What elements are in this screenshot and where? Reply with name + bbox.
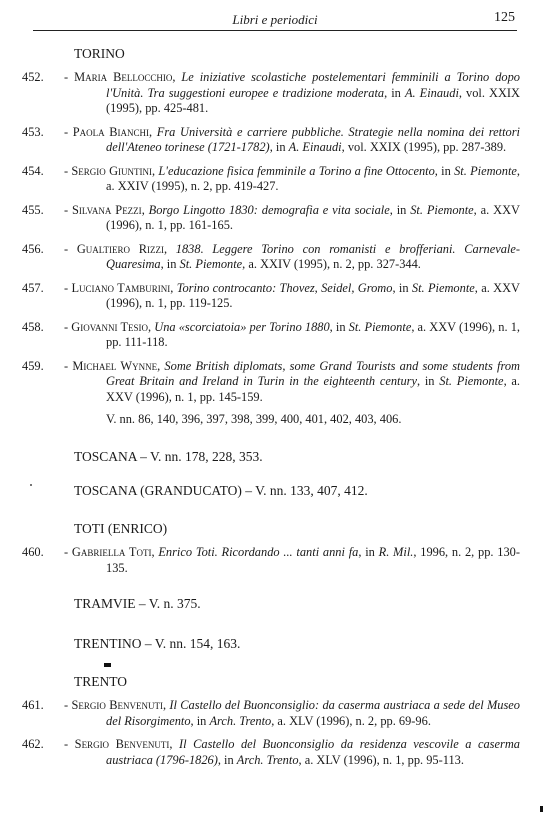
entry-number: 460. [22, 545, 44, 559]
entry-title: Some British diplomats, some Grand Tourists and some students from Great Britain and Ireland in Turin in the eighteenth century [106, 358, 520, 388]
bibliography-entry: 458. - Giovanni Tesio, Una «scorciatoia» per Torino 1880, in St. Piemonte, a. XXV (1996), n. 1, pp. 111-118. [22, 319, 520, 349]
scan-speck [540, 806, 543, 812]
bibliography-entry: 453. - Paola Bianchi, Fra Università e carriere pubbliche. Strategie nella nomina dei rettori dell'Ateneo torinese (1721-1782), in A. Einaudi, vol. XXIX (1995), pp. 287-389. [22, 124, 520, 154]
bibliography-entry: 460. - Gabriella Toti, Enrico Toti. Ricordando ... tanti anni fa, in R. Mil., 1996, n. 2, pp. 130-135. [22, 545, 520, 575]
entry-details: , a. XXV (1996), n. 1, pp. 119-125. [106, 280, 520, 310]
entry-details: , vol. XXIX (1995), pp. 425-481. [106, 85, 520, 115]
entry-author: Luciano Tamburini [71, 280, 171, 295]
entry-details: , a. XLV (1996), n. 2, pp. 69-96. [271, 713, 431, 728]
page-content [22, 46, 520, 768]
entry-details: , vol. XXIX (1995), pp. 287-389. [341, 140, 507, 154]
entry-number: 452. [22, 70, 44, 84]
entry-number: 462. [22, 737, 44, 751]
section-heading-trento: TRENTO [74, 674, 127, 689]
see-line-trentino: TRENTINO – V. nn. 154, 163. [74, 636, 241, 651]
entry-title: L'educazione fisica femminile a Torino a fine Ottocento [158, 163, 435, 178]
page-header [33, 8, 517, 31]
entry-number: 457. [22, 280, 44, 295]
entry-details: , 1996, n. 2, pp. 130-135. [106, 545, 520, 575]
entry-source: A. Einaudi [288, 140, 342, 154]
entry-title: 1838. Leggere Torino con romanisti e brofferiani. Carnevale-Quaresima [106, 241, 520, 271]
scan-smudge [104, 663, 111, 667]
bibliography-entry: 456. - Gualtiero Rizzi, 1838. Leggere Torino con romanisti e brofferiani. Carnevale-Quaresima, in St. Piemonte, a. XXIV (1995), n. 2, pp. 327-344. [22, 241, 520, 271]
page-number: 125 [494, 10, 515, 25]
entry-number: 461. [22, 698, 44, 712]
entry-author: Paola Bianchi [72, 124, 150, 139]
entry-details: , a. XXIV (1995), n. 2, pp. 419-427. [106, 163, 520, 193]
entry-number: 454. [22, 163, 44, 178]
entry-number: 458. [22, 319, 44, 334]
entry-author: Silvana Pezzi [72, 202, 142, 217]
bibliography-entry: 454. - Sergio Giuntini, L'educazione fisica femminile a Torino a fine Ottocento, in St. Piemonte, a. XXIV (1995), n. 2, pp. 419-427. [22, 163, 520, 193]
cross-reference-torino: V. nn. 86, 140, 396, 397, 398, 399, 400, 401, 402, 403, 406. [106, 412, 402, 426]
bibliography-entry: 452. - Maria Bellocchio, Le iniziative scolastiche postelementari femminili a Torino dopo l'Unità. Tra suggestioni europee e tradizione moderata, in A. Einaudi, vol. XXIX (1995), pp. 425-481. [22, 70, 520, 115]
entry-number: 459. [22, 358, 44, 373]
entry-source: St. Piemonte [410, 202, 474, 217]
scan-speck [30, 484, 32, 486]
entry-source: St. Piemonte [454, 163, 517, 178]
see-line-toscana-granducato: TOSCANA (GRANDUCATO) – V. nn. 133, 407, 412. [74, 483, 368, 498]
entry-title: Torino controcanto: Thovez, Seidel, Gromo [176, 280, 393, 295]
entry-title: Il Castello del Buonconsiglio: da caserma austriaca a sede del Museo del Risorgimento [106, 698, 520, 728]
entry-author: Sergio Benvenuti [71, 698, 163, 712]
entry-author: Maria Bellocchio [74, 70, 173, 84]
entry-number: 456. [22, 241, 44, 256]
entry-title: Le iniziative scolastiche postelementari femminili a Torino dopo l'Unità. Tra suggestioni europee e tradizione moderata [106, 70, 520, 100]
entry-author: Gabriella Toti [71, 545, 152, 559]
entry-title: Fra Università e carriere pubbliche. Strategie nella nomina dei rettori dell'Ateneo torinese (1721-1782) [106, 124, 520, 154]
entry-details: , a. XXV (1996), n. 1, pp. 161-165. [106, 202, 520, 232]
bibliography-entry: 461. - Sergio Benvenuti, Il Castello del Buonconsiglio: da caserma austriaca a sede del Museo del Risorgimento, in Arch. Trento, a. XLV (1996), n. 2, pp. 69-96. [22, 698, 520, 728]
entry-title: Enrico Toti. Ricordando ... tanti anni fa [158, 545, 359, 559]
see-line-tramvie: TRAMVIE – V. n. 375. [74, 596, 201, 611]
entry-details: , a. XLV (1996), n. 1, pp. 95-113. [298, 752, 464, 767]
entry-author: Sergio Giuntini [71, 163, 153, 178]
bibliography-entry: 457. - Luciano Tamburini, Torino controcanto: Thovez, Seidel, Gromo, in St. Piemonte, a. XXV (1996), n. 1, pp. 119-125. [22, 280, 520, 310]
entry-title: Una «scorciatoia» per Torino 1880 [154, 319, 330, 334]
entry-source: Arch. Trento [236, 752, 299, 767]
entry-source: A. Einaudi [404, 85, 459, 100]
bibliography-entry: 462. - Sergio Benvenuti, Il Castello del Buonconsiglio da residenza vescovile a caserma austriaca (1796-1826), in Arch. Trento, a. XLV (1996), n. 1, pp. 95-113. [22, 737, 520, 767]
entry-number: 453. [22, 124, 44, 139]
entry-title: Borgo Lingotto 1830: demografia e vita sociale [148, 202, 390, 217]
entry-source: St. Piemonte [439, 374, 504, 388]
section-heading-torino: TORINO [74, 46, 125, 61]
entry-title: Il Castello del Buonconsiglio da residenza vescovile a caserma austriaca (1796-1826) [106, 737, 520, 767]
entry-author: Gualtiero Rizzi [76, 241, 164, 256]
entry-source: St. Piemonte [411, 280, 475, 295]
entry-source: St. Piemonte [348, 319, 412, 334]
entry-details: , a. XXIV (1995), n. 2, pp. 327-344. [242, 257, 421, 271]
section-heading-toti: TOTI (ENRICO) [74, 521, 168, 536]
bibliography-entry: 459. - Michael Wynne, Some British diplomats, some Grand Tourists and some students from Great Britain and Ireland in Turin in the eighteenth century, in St. Piemonte, a. XXV (1996), n. 1, pp. 145-159. [22, 358, 521, 404]
running-title: Libri e periodici [232, 12, 318, 27]
entry-details: , a. XXV (1996), n. 1, pp. 111-118. [106, 319, 520, 349]
see-line-toscana: TOSCANA – V. nn. 178, 228, 353. [74, 449, 263, 464]
entry-author: Sergio Benvenuti [74, 737, 170, 751]
entry-author: Giovanni Tesio [71, 319, 149, 334]
entry-details: , a. XXV (1996), n. 1, pp. 145-159. [106, 374, 521, 404]
entry-author: Michael Wynne [72, 358, 158, 373]
entry-source: R. Mil. [378, 545, 414, 559]
entry-number: 455. [22, 202, 44, 217]
entry-source: St. Piemonte [179, 257, 243, 271]
bibliography-entry: 455. - Silvana Pezzi, Borgo Lingotto 1830: demografia e vita sociale, in St. Piemonte, a. XXV (1996), n. 1, pp. 161-165. [22, 202, 520, 232]
entry-source: Arch. Trento [209, 713, 272, 728]
